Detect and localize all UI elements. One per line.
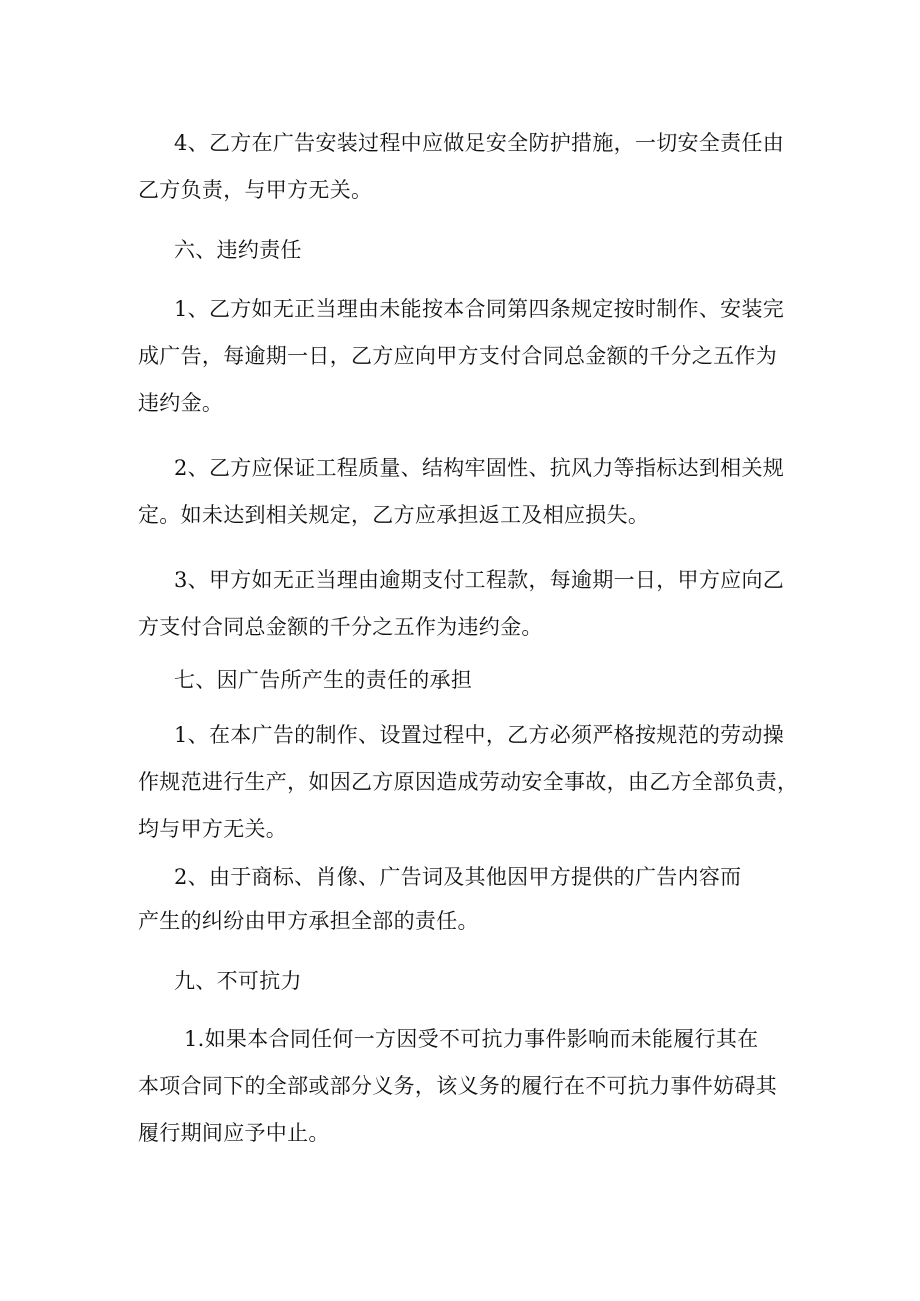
section-heading-force-majeure: 九、不可抗力 [174,969,302,993]
text-line: 产生的纠纷由甲方承担全部的责任。 [138,909,479,933]
text-line: 作规范进行生产，如因乙方原因造成劳动安全事故，由乙方全部负责， [138,770,799,794]
text-line: 成广告，每逾期一日，乙方应向甲方支付合同总金额的千分之五作为 [138,344,777,368]
text-line: 2、乙方应保证工程质量、结构牢固性、抗风力等指标达到相关规 [174,456,785,480]
text-line: 方支付合同总金额的千分之五作为违约金。 [138,615,543,639]
text-line: 乙方负责，与甲方无关。 [138,178,373,202]
text-line: 2、由于商标、肖像、广告词及其他因甲方提供的广告内容而 [174,865,742,889]
paragraph-liability-2 [138,855,788,943]
text-line: 1、乙方如无正当理由未能按本合同第四条规定按时制作、安装完 [174,297,785,321]
paragraph-breach-2 [138,445,788,539]
text-line: 3、甲方如无正当理由逾期支付工程款，每逾期一日，甲方应向乙 [174,568,785,592]
text-line: 违约金。 [138,391,224,415]
text-line: 4、乙方在广告安装过程中应做足安全防护措施，一切安全责任由 [174,131,785,155]
paragraph-breach-3 [138,557,788,651]
text-line: 履行期间应予中止。 [138,1121,330,1145]
paragraph-force-majeure-1 [138,1016,788,1157]
paragraph-safety-responsibility [138,120,788,214]
text-line: 1、在本广告的制作、设置过程中，乙方必须严格按规范的劳动操 [174,723,785,747]
paragraph-liability-1 [138,712,799,853]
text-line: 本项合同下的全部或部分义务，该义务的履行在不可抗力事件妨碍其 [138,1074,777,1098]
text-line: 1.如果本合同任何一方因受不可抗力事件影响而未能履行其在 [184,1027,759,1051]
section-heading-advertising-liability: 七、因广告所产生的责任的承担 [174,668,473,692]
text-line: 均与甲方无关。 [138,817,288,841]
section-heading-breach-liability: 六、违约责任 [174,238,302,262]
text-line: 定。如未达到相关规定，乙方应承担返工及相应损失。 [138,503,650,527]
paragraph-breach-1 [138,286,788,427]
